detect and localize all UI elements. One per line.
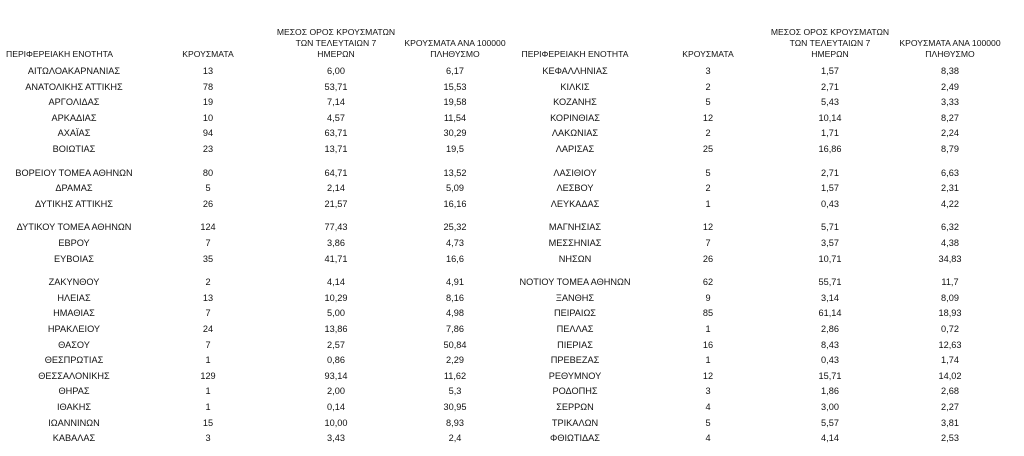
cases-cell: 7: [205, 238, 211, 248]
avg-cell: 0,14: [327, 402, 345, 412]
avg-cell: 1,57: [821, 183, 839, 194]
cases-cell: 2: [705, 81, 711, 92]
region-cell: ΖΑΚΥΝΘΟΥ: [48, 277, 100, 288]
region-cell: ΚΑΒΑΛΑΣ: [52, 433, 96, 444]
region-cell: ΠΕΛΛΑΣ: [556, 324, 594, 334]
avg-cell: 10,00: [324, 417, 348, 428]
region-cell: ΚΙΛΚΙΣ: [560, 81, 590, 92]
region-cell: ΘΗΡΑΣ: [58, 386, 90, 397]
region-cell: ΚΕΦΑΛΛΗΝΙΑΣ: [542, 66, 608, 76]
left-header-region: ΠΕΡΙΦΕΡΕΙΑΚΗ ΕΝΟΤΗΤΑ: [6, 49, 113, 59]
per-cell: 11,7: [941, 277, 959, 288]
region-cell: ΛΑΚΩΝΙΑΣ: [551, 128, 599, 139]
per-cell: 2,68: [941, 386, 959, 397]
left-header-avg-line2: ΤΩΝ ΤΕΛΕΥΤΑΙΩΝ 7: [295, 38, 377, 48]
region-cell: ΑΝΑΤΟΛΙΚΗΣ ΑΤΤΙΚΗΣ: [25, 81, 123, 92]
per-cell: 6,17: [446, 66, 464, 76]
region-cell: ΣΕΡΡΩΝ: [556, 402, 594, 412]
per-cell: 2,31: [941, 183, 959, 194]
region-cell: ΘΑΣΟΥ: [58, 339, 90, 350]
cases-cell: 1: [205, 402, 211, 412]
avg-cell: 10,71: [818, 253, 842, 264]
right-header-per-line1: ΚΡΟΥΣΜΑΤΑ ΑΝΑ 100000: [899, 38, 1001, 48]
cases-cell: 7: [705, 238, 711, 248]
left-header-avg-line3: ΗΜΕΡΩΝ: [317, 49, 355, 59]
avg-cell: 4,57: [327, 112, 345, 123]
per-cell: 30,95: [443, 402, 467, 412]
region-cell: ΚΟΡΙΝΘΙΑΣ: [550, 112, 600, 123]
avg-cell: 64,71: [324, 167, 348, 178]
cases-cell: 2: [705, 128, 711, 139]
per-cell: 4,38: [941, 238, 959, 248]
left-header-per: [390, 38, 520, 60]
cases-cell: 13: [202, 292, 214, 303]
per-cell: 15,53: [443, 81, 467, 92]
per-cell: 6,32: [941, 222, 959, 233]
right-header-region: ΠΕΡΙΦΕΡΕΙΑΚΗ ΕΝΟΤΗΤΑ: [521, 49, 629, 59]
region-cell: ΙΘΑΚΗΣ: [56, 402, 92, 412]
cases-cell: 13: [202, 66, 214, 76]
cases-cell: 62: [702, 277, 714, 288]
left-header-cases: ΚΡΟΥΣΜΑΤΑ: [182, 49, 234, 59]
avg-cell: 10,14: [818, 112, 842, 123]
region-cell: ΔΥΤΙΚΟΥ ΤΟΜΕΑ ΑΘΗΝΩΝ: [16, 222, 132, 233]
avg-cell: 2,14: [327, 183, 345, 194]
region-cell: ΝΗΣΩΝ: [558, 253, 592, 264]
avg-cell: 3,43: [327, 433, 345, 444]
per-cell: 5,3: [448, 386, 462, 397]
avg-cell: 0,43: [821, 355, 839, 366]
avg-cell: 13,86: [324, 324, 348, 334]
per-cell: 18,93: [938, 308, 962, 319]
avg-cell: 0,86: [327, 355, 345, 366]
right-header-cases: ΚΡΟΥΣΜΑΤΑ: [682, 49, 734, 59]
per-cell: 2,24: [941, 128, 959, 139]
right-header-avg-line1: ΜΕΣΟΣ ΟΡΟΣ ΚΡΟΥΣΜΑΤΩΝ: [770, 27, 890, 37]
region-cell: ΛΕΥΚΑΔΑΣ: [550, 198, 600, 209]
region-cell: ΗΜΑΘΙΑΣ: [53, 308, 95, 319]
per-cell: 6,63: [941, 167, 959, 178]
avg-cell: 13,71: [324, 144, 348, 154]
cases-cell: 24: [202, 324, 214, 334]
avg-cell: 1,86: [821, 386, 839, 397]
cases-cell: 19: [202, 97, 214, 108]
per-cell: 50,84: [443, 339, 467, 350]
cases-cell: 26: [702, 253, 714, 264]
per-cell: 13,52: [443, 167, 467, 178]
avg-cell: 53,71: [324, 81, 348, 92]
cases-cell: 16: [702, 339, 714, 350]
per-cell: 2,53: [941, 433, 959, 444]
cases-cell: 15: [202, 417, 214, 428]
avg-cell: 7,14: [327, 97, 345, 108]
cases-cell: 10: [202, 112, 214, 123]
cases-cell: 2: [705, 183, 711, 194]
per-cell: 4,22: [941, 198, 959, 209]
per-cell: 2,4: [448, 433, 462, 444]
region-cell: ΕΒΡΟΥ: [58, 238, 90, 248]
cases-cell: 23: [202, 144, 214, 154]
region-cell: ΡΕΘΥΜΝΟΥ: [548, 370, 602, 381]
cases-cell: 7: [205, 308, 211, 319]
avg-cell: 5,00: [327, 308, 345, 319]
avg-cell: 2,57: [327, 339, 345, 350]
region-cell: ΜΑΓΝΗΣΙΑΣ: [548, 222, 602, 233]
per-cell: 4,91: [446, 277, 464, 288]
region-cell: ΡΟΔΟΠΗΣ: [552, 386, 598, 397]
avg-cell: 4,14: [327, 277, 345, 288]
per-cell: 34,83: [938, 253, 962, 264]
region-cell: ΠΡΕΒΕΖΑΣ: [550, 355, 600, 366]
cases-cell: 1: [705, 198, 711, 209]
avg-cell: 5,71: [821, 222, 839, 233]
region-cell: ΛΕΣΒΟΥ: [556, 183, 594, 194]
per-cell: 8,16: [446, 292, 464, 303]
right-header-avg-line2: ΤΩΝ ΤΕΛΕΥΤΑΙΩΝ 7: [789, 38, 871, 48]
region-cell: ΔΡΑΜΑΣ: [55, 183, 93, 194]
avg-cell: 41,71: [324, 253, 348, 264]
per-cell: 0,72: [941, 324, 959, 334]
region-cell: ΗΡΑΚΛΕΙΟΥ: [47, 324, 101, 334]
right-header-per-line2: ΠΛΗΘΥΣΜΟ: [925, 49, 975, 59]
per-cell: 2,29: [446, 355, 464, 366]
cases-cell: 3: [705, 386, 711, 397]
avg-cell: 3,57: [821, 238, 839, 248]
per-cell: 3,33: [941, 97, 959, 108]
per-cell: 11,54: [443, 112, 467, 123]
cases-cell: 80: [202, 167, 214, 178]
cases-cell: 78: [202, 81, 214, 92]
avg-cell: 1,71: [821, 128, 839, 139]
region-cell: ΘΕΣΠΡΩΤΙΑΣ: [44, 355, 104, 366]
cases-cell: 5: [705, 167, 711, 178]
region-cell: ΝΟΤΙΟΥ ΤΟΜΕΑ ΑΘΗΝΩΝ: [519, 277, 631, 288]
right-header-avg-line3: ΗΜΕΡΩΝ: [811, 49, 849, 59]
region-cell: ΞΑΝΘΗΣ: [555, 292, 595, 303]
cases-cell: 26: [202, 198, 214, 209]
avg-cell: 5,43: [821, 97, 839, 108]
avg-cell: 2,86: [821, 324, 839, 334]
per-cell: 16,16: [443, 198, 467, 209]
region-cell: ΒΟΡΕΙΟΥ ΤΟΜΕΑ ΑΘΗΝΩΝ: [15, 167, 133, 178]
per-cell: 8,79: [941, 144, 959, 154]
cases-cell: 124: [200, 222, 216, 233]
avg-cell: 61,14: [818, 308, 842, 319]
region-cell: ΔΥΤΙΚΗΣ ΑΤΤΙΚΗΣ: [35, 198, 113, 209]
region-cell: ΘΕΣΣΑΛΟΝΙΚΗΣ: [38, 370, 110, 381]
region-cell: ΛΑΡΙΣΑΣ: [555, 144, 595, 154]
avg-cell: 15,71: [818, 370, 842, 381]
region-cell: ΛΑΣΙΘΙΟΥ: [553, 167, 597, 178]
region-cell: ΠΕΙΡΑΙΩΣ: [554, 308, 596, 319]
cases-cell: 5: [705, 97, 711, 108]
region-cell: ΑΡΓΟΛΙΔΑΣ: [48, 97, 100, 108]
cases-cell: 4: [705, 402, 711, 412]
avg-cell: 93,14: [324, 370, 348, 381]
per-cell: 30,29: [443, 128, 467, 139]
cases-cell: 7: [205, 339, 211, 350]
region-cell: ΠΙΕΡΙΑΣ: [557, 339, 593, 350]
region-cell: ΑΡΚΑΔΙΑΣ: [51, 112, 97, 123]
left-header-avg: [266, 27, 406, 60]
avg-cell: 63,71: [324, 128, 348, 139]
avg-cell: 3,86: [327, 238, 345, 248]
per-cell: 7,86: [446, 324, 464, 334]
avg-cell: 2,00: [327, 386, 345, 397]
left-header-per-line2: ΠΛΗΘΥΣΜΟ: [430, 49, 480, 59]
region-cell: ΗΛΕΙΑΣ: [57, 292, 91, 303]
avg-cell: 4,14: [821, 433, 839, 444]
avg-cell: 16,86: [818, 144, 842, 154]
cases-cell: 1: [205, 386, 211, 397]
per-cell: 1,74: [941, 355, 959, 366]
avg-cell: 2,71: [821, 167, 839, 178]
region-cell: ΤΡΙΚΑΛΩΝ: [551, 417, 599, 428]
cases-cell: 35: [202, 253, 214, 264]
avg-cell: 0,43: [821, 198, 839, 209]
cases-cell: 9: [705, 292, 711, 303]
avg-cell: 8,43: [821, 339, 839, 350]
per-cell: 12,63: [938, 339, 962, 350]
cases-cell: 5: [205, 183, 211, 194]
per-cell: 3,81: [941, 417, 959, 428]
avg-cell: 2,71: [821, 81, 839, 92]
cases-cell: 94: [202, 128, 214, 139]
cases-cell: 1: [205, 355, 211, 366]
per-cell: 8,27: [941, 112, 959, 123]
cases-cell: 3: [205, 433, 211, 444]
avg-cell: 3,00: [821, 402, 839, 412]
left-header-per-line1: ΚΡΟΥΣΜΑΤΑ ΑΝΑ 100000: [404, 38, 506, 48]
region-cell: ΚΟΖΑΝΗΣ: [553, 97, 597, 108]
cases-cell: 129: [200, 370, 216, 381]
cases-cell: 5: [705, 417, 711, 428]
cases-cell: 12: [702, 370, 714, 381]
region-cell: ΒΟΙΩΤΙΑΣ: [52, 144, 96, 154]
cases-cell: 85: [702, 308, 714, 319]
per-cell: 8,38: [941, 66, 959, 76]
region-cell: ΑΧΑΪΑΣ: [57, 128, 91, 139]
cases-cell: 12: [702, 112, 714, 123]
right-header-avg: [760, 27, 900, 60]
avg-cell: 3,14: [821, 292, 839, 303]
region-cell: ΜΕΣΣΗΝΙΑΣ: [548, 238, 602, 248]
per-cell: 4,73: [446, 238, 464, 248]
avg-cell: 5,57: [821, 417, 839, 428]
cases-cell: 4: [705, 433, 711, 444]
cases-cell: 2: [205, 277, 211, 288]
per-cell: 4,98: [446, 308, 464, 319]
region-cell: ΙΩΑΝΝΙΝΩΝ: [48, 417, 100, 428]
per-cell: 19,58: [443, 97, 467, 108]
cases-cell: 1: [705, 355, 711, 366]
per-cell: 14,02: [938, 370, 962, 381]
per-cell: 11,62: [443, 370, 467, 381]
per-cell: 2,27: [941, 402, 959, 412]
region-cell: ΕΥΒΟΙΑΣ: [54, 253, 94, 264]
cases-cell: 1: [705, 324, 711, 334]
per-cell: 2,49: [941, 81, 959, 92]
cases-cell: 3: [705, 66, 711, 76]
avg-cell: 10,29: [324, 292, 348, 303]
per-cell: 19,5: [446, 144, 464, 154]
avg-cell: 21,57: [324, 198, 348, 209]
per-cell: 8,09: [941, 292, 959, 303]
per-cell: 8,93: [446, 417, 464, 428]
cases-cell: 25: [702, 144, 714, 154]
avg-cell: 77,43: [324, 222, 348, 233]
per-cell: 16,6: [446, 253, 464, 264]
left-header-avg-line1: ΜΕΣΟΣ ΟΡΟΣ ΚΡΟΥΣΜΑΤΩΝ: [276, 27, 396, 37]
region-cell: ΦΘΙΩΤΙΔΑΣ: [549, 433, 600, 444]
avg-cell: 1,57: [821, 66, 839, 76]
avg-cell: 55,71: [818, 277, 842, 288]
avg-cell: 6,00: [327, 66, 345, 76]
cases-cell: 12: [702, 222, 714, 233]
right-header-per: [885, 38, 1015, 60]
per-cell: 25,32: [443, 222, 467, 233]
region-cell: ΑΙΤΩΛΟΑΚΑΡΝΑΝΙΑΣ: [27, 66, 121, 76]
per-cell: 5,09: [446, 183, 464, 194]
